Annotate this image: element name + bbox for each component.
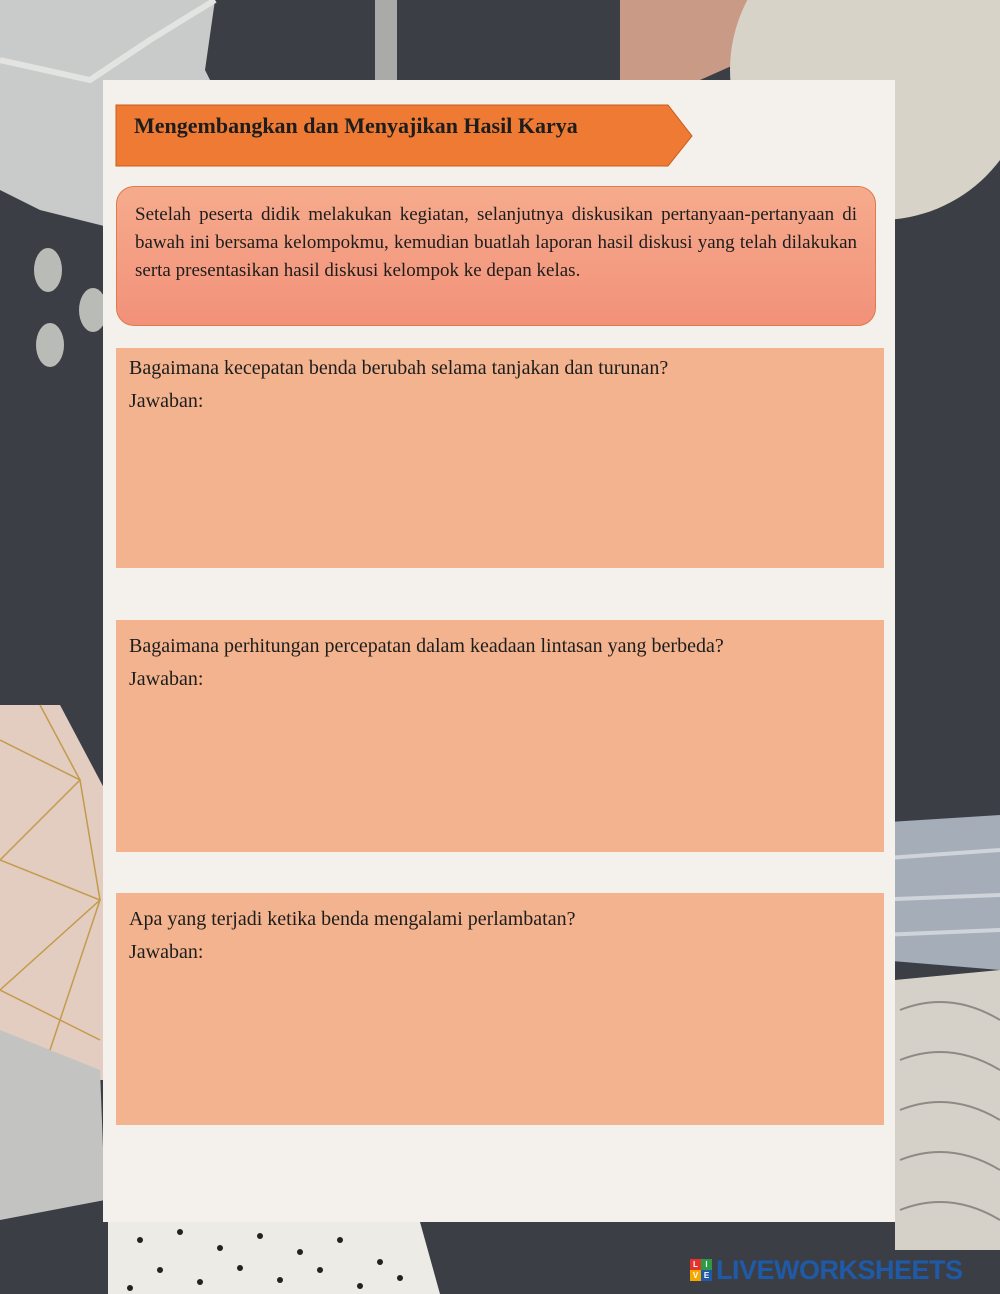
liveworksheets-logo[interactable] — [690, 1254, 963, 1286]
question-text: Apa yang terjadi ketika benda mengalami perlambatan? — [129, 908, 576, 930]
question-box-2[interactable] — [116, 620, 884, 852]
answer-label: Jawaban: — [129, 390, 204, 412]
answer-label: Jawaban: — [129, 941, 204, 963]
question-text: Bagaimana kecepatan benda berubah selama tanjakan dan turunan? — [129, 357, 669, 379]
answer-label: Jawaban: — [129, 668, 204, 690]
question-text: Bagaimana perhitungan percepatan dalam keadaan lintasan yang berbeda? — [129, 635, 724, 657]
question-box-3[interactable] — [116, 893, 884, 1125]
worksheet-title: Mengembangkan dan Menyajikan Hasil Karya — [134, 113, 578, 138]
question-box-1[interactable] — [116, 348, 884, 568]
instruction-box: Setelah peserta didik melakukan kegiatan, selanjutnya diskusikan pertanyaan-pertanyaan di bawah ini bersama kelompokmu, kemudian buatlah laporan hasil diskusi yang telah dilakukan serta presentasikan hasil diskusi kelompok ke depan kelas. — [116, 186, 876, 326]
logo-mark-icon: L I V E — [690, 1259, 712, 1281]
logo-text: LIVEWORKSHEETS — [716, 1254, 963, 1285]
